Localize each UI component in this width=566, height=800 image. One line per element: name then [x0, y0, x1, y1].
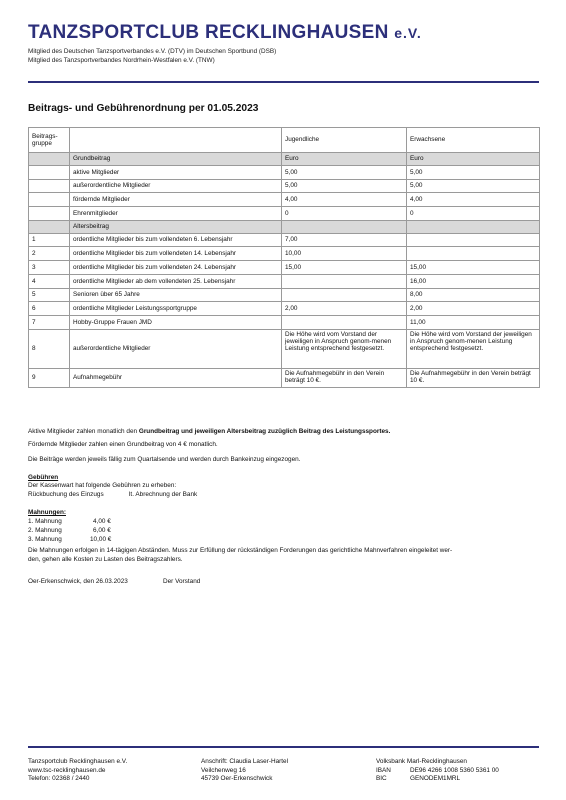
- table-cell: [282, 220, 407, 233]
- cell-label: ordentliche Mitglieder bis zum vollendeten 14. Lebensjahr: [70, 247, 282, 261]
- cell-label: fördernde Mitglieder: [70, 193, 282, 207]
- table-row: [29, 274, 540, 288]
- header-rule: [28, 81, 539, 83]
- reminder-amount-3: 10,00 €: [90, 536, 112, 543]
- cell-erwachsene: [407, 233, 540, 247]
- cell-erwachsene: 0: [407, 207, 540, 221]
- note-supporting-members: Fördernde Mitglieder zahlen einen Grundbeitrag von 4 € monatlich.: [28, 441, 218, 448]
- section-altersbeitrag: [29, 220, 540, 233]
- table-row: [29, 288, 540, 302]
- cell-group: 3: [29, 261, 70, 275]
- cell-label: aktive Mitglieder: [70, 166, 282, 180]
- cell-group: 9: [29, 368, 70, 387]
- signature: Der Vorstand: [163, 578, 201, 585]
- footer-bank: [376, 758, 499, 784]
- fees-ref: lt. Abrechnung der Bank: [129, 491, 198, 498]
- cell-erwachsene: 11,00: [407, 315, 540, 329]
- club-name-suffix: e.V.: [394, 25, 422, 41]
- table-row: [29, 247, 540, 261]
- reminder-note-line-2: den, gehen alle Kosten zu Lasten des Beitragszahlers.: [28, 556, 183, 563]
- footer-street: Veilchenweg 16: [201, 766, 246, 774]
- reminder-label-1: 1. Mahnung: [28, 518, 62, 525]
- cell-erwachsene: 8,00: [407, 288, 540, 302]
- membership-line-1: Mitglied des Deutschen Tanzsportverbandes e.V. (DTV) im Deutschen Sportbund (DSB): [28, 48, 277, 55]
- table-row: [29, 193, 540, 207]
- cell-erwachsene: 4,00: [407, 193, 540, 207]
- footer-club-name: Tanzsportclub Recklinghausen e.V.: [28, 758, 128, 765]
- cell-group: [29, 207, 70, 221]
- table-row: [29, 261, 540, 275]
- cell-label: außerordentliche Mitglieder: [70, 329, 282, 368]
- footer-iban-label: IBAN: [376, 766, 391, 774]
- section-label: Grundbeitrag: [70, 153, 282, 166]
- cell-jugendliche: [282, 274, 407, 288]
- table-row: [29, 207, 540, 221]
- cell-erwachsene: 16,00: [407, 274, 540, 288]
- table-row: [29, 302, 540, 316]
- header-erwachsene: Erwachsene: [407, 128, 540, 153]
- section-grundbeitrag: [29, 153, 540, 166]
- table-row: [29, 233, 540, 247]
- note-active-members: [28, 428, 390, 435]
- cell-jugendliche: 0: [282, 207, 407, 221]
- footer-rule: [28, 746, 539, 748]
- fees-heading: [28, 474, 58, 481]
- fees-item: Rückbuchung des Einzugs: [28, 491, 104, 498]
- footer-bic-label: BIC: [376, 775, 387, 783]
- cell-label: Senioren über 65 Jahre: [70, 288, 282, 302]
- cell-group: [29, 193, 70, 207]
- footer-city: 45739 Oer-Erkenschwick: [201, 775, 273, 783]
- unit-erwachsene: Euro: [407, 153, 540, 166]
- cell-group: 8: [29, 329, 70, 368]
- reminder-label-3: 3. Mahnung: [28, 536, 62, 543]
- cell-group: [29, 179, 70, 193]
- unit-jugendliche: Euro: [282, 153, 407, 166]
- table-row: [29, 166, 540, 180]
- note-due-dates: Die Beiträge werden jeweils fällig zum Quartalsende und werden durch Bankeinzug eingezogen.: [28, 456, 301, 463]
- document-title: Beitrags- und Gebührenordnung per 01.05.2023: [28, 103, 259, 114]
- section-label: Altersbeitrag: [70, 220, 282, 233]
- header-group: Beitrags- gruppe: [29, 128, 70, 153]
- footer-bic: GENODEM1MRL: [410, 775, 461, 783]
- cell-group: 6: [29, 302, 70, 316]
- cell-jugendliche: [282, 288, 407, 302]
- cell-erwachsene: Die Höhe wird vom Vorstand der jeweiligen in Anspruch genom-menen Leistung entsprechend festgesetzt.: [407, 329, 540, 368]
- cell-label: Hobby-Gruppe Frauen JMD: [70, 315, 282, 329]
- cell-group: 4: [29, 274, 70, 288]
- cell-jugendliche: Die Höhe wird vom Vorstand der jeweiligen in Anspruch genom-menen Leistung entsprechend festgesetzt.: [282, 329, 407, 368]
- cell-jugendliche: 2,00: [282, 302, 407, 316]
- cell-label: ordentliche Mitglieder bis zum vollendeten 24. Lebensjahr: [70, 261, 282, 275]
- fees-line: Der Kassenwart hat folgende Gebühren zu erheben:: [28, 482, 177, 489]
- cell-erwachsene: 5,00: [407, 179, 540, 193]
- cell-jugendliche: 15,00: [282, 261, 407, 275]
- header-blank: [70, 128, 282, 153]
- table-cell: [407, 220, 540, 233]
- footer-iban-row: [376, 767, 499, 776]
- footer-iban: DE96 4266 1008 5360 5361 00: [410, 766, 499, 774]
- note-active-bold: Grundbeitrag und jeweiligen Altersbeitrag zuzüglich Beitrag des Leistungssportes.: [138, 428, 391, 435]
- table-header-row: [29, 128, 540, 153]
- header-jugendliche: Jugendliche: [282, 128, 407, 153]
- table-cell: [29, 153, 70, 166]
- note-active-text: Aktive Mitglieder zahlen monatlich den: [28, 428, 139, 435]
- footer-club: [28, 758, 127, 784]
- cell-jugendliche: 10,00: [282, 247, 407, 261]
- cell-group: 7: [29, 315, 70, 329]
- footer-bank-name: Volksbank Marl-Recklinghausen: [376, 758, 467, 765]
- reminders-heading-text: Mahnungen:: [28, 509, 66, 516]
- cell-group: 5: [29, 288, 70, 302]
- place-date: Oer-Erkenschwick, den 26.03.2023: [28, 578, 128, 585]
- cell-label: ordentliche Mitglieder bis zum vollendeten 6. Lebensjahr: [70, 233, 282, 247]
- club-name: [28, 22, 422, 44]
- footer-phone: Telefon: 02368 / 2440: [28, 775, 90, 783]
- table-cell: [29, 220, 70, 233]
- footer-address: [201, 758, 288, 784]
- cell-group: 1: [29, 233, 70, 247]
- footer-bic-row: [376, 775, 499, 784]
- cell-jugendliche: [282, 315, 407, 329]
- cell-label: außerordentliche Mitglieder: [70, 179, 282, 193]
- cell-label: ordentliche Mitglieder Leistungssportgruppe: [70, 302, 282, 316]
- fees-heading-text: Gebühren: [28, 474, 59, 481]
- cell-jugendliche: 4,00: [282, 193, 407, 207]
- cell-label: ordentliche Mitglieder ab dem vollendeten 25. Lebensjahr: [70, 274, 282, 288]
- cell-erwachsene: 15,00: [407, 261, 540, 275]
- footer-address-name: Anschrift: Claudia Laser-Hartel: [201, 758, 289, 765]
- cell-erwachsene: Die Aufnahmegebühr in den Verein beträgt 10 €.: [407, 368, 540, 387]
- cell-erwachsene: 2,00: [407, 302, 540, 316]
- reminder-amount-2: 6,00 €: [93, 527, 111, 534]
- membership-line-2: Mitglied des Tanzsportverbandes Nordrhein-Westfalen e.V. (TNW): [28, 57, 215, 64]
- cell-jugendliche: 7,00: [282, 233, 407, 247]
- table-row: [29, 315, 540, 329]
- table-row: [29, 179, 540, 193]
- cell-label: Ehrenmitglieder: [70, 207, 282, 221]
- reminder-label-2: 2. Mahnung: [28, 527, 62, 534]
- reminder-note-line-1: Die Mahnungen erfolgen in 14-tägigen Abständen. Muss zur Erfüllung der rückständigen Forderungen das gerichtliche Mahnverfahren eingeleitet wer-: [28, 547, 453, 554]
- reminder-amount-1: 4,00 €: [93, 518, 111, 525]
- cell-jugendliche: 5,00: [282, 179, 407, 193]
- cell-group: 2: [29, 247, 70, 261]
- cell-label: Aufnahmegebühr: [70, 368, 282, 387]
- fee-table: [28, 127, 540, 388]
- footer-website: www.tsc-recklinghausen.de: [28, 766, 106, 774]
- cell-jugendliche: Die Aufnahmegebühr in den Verein beträgt 10 €.: [282, 368, 407, 387]
- reminders-heading: [28, 509, 66, 516]
- cell-erwachsene: [407, 247, 540, 261]
- cell-erwachsene: 5,00: [407, 166, 540, 180]
- cell-group: [29, 166, 70, 180]
- table-row: [29, 329, 540, 368]
- cell-jugendliche: 5,00: [282, 166, 407, 180]
- table-row: [29, 368, 540, 387]
- club-name-main: TANZSPORTCLUB RECKLINGHAUSEN: [28, 22, 389, 43]
